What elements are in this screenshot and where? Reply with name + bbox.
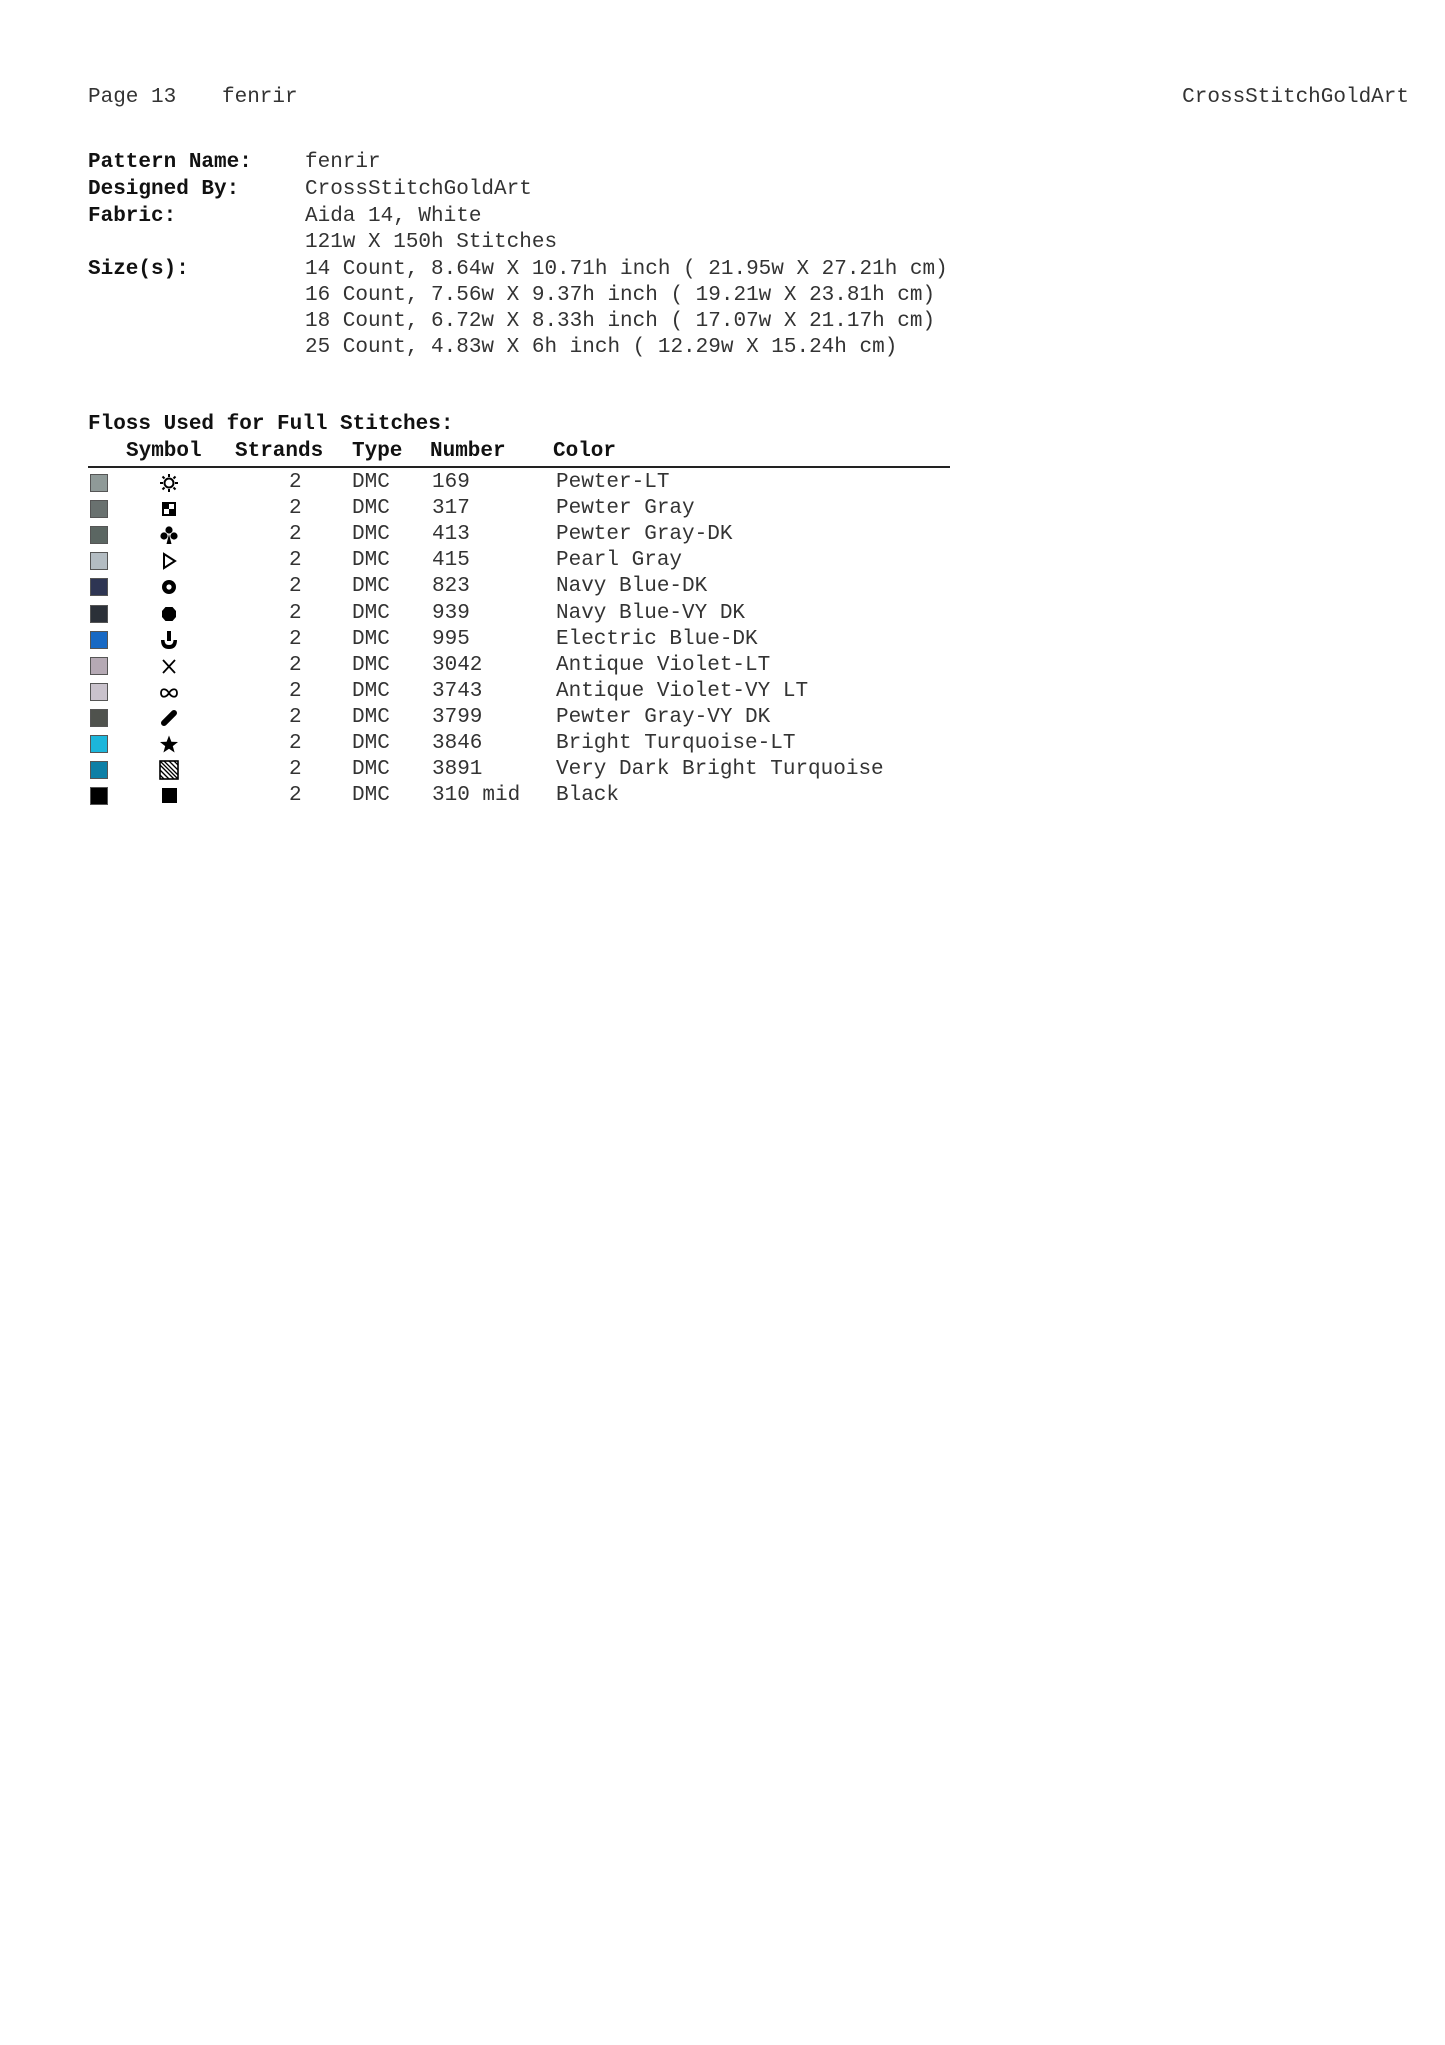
- color-swatch: [90, 761, 108, 779]
- floss-section-title: Floss Used for Full Stitches:: [88, 413, 454, 436]
- color-name-cell: Navy Blue-VY DK: [556, 601, 746, 625]
- floss-row: [0, 705, 1000, 731]
- color-name-cell: Bright Turquoise-LT: [556, 732, 796, 755]
- type-cell: DMC: [352, 601, 390, 625]
- strands-cell: 2: [289, 497, 302, 521]
- triangle-right-outline-icon: [158, 551, 180, 571]
- strands-cell: 2: [289, 523, 302, 547]
- size-line: 18 Count, 6.72w X 8.33h inch ( 17.07w X 21.17h cm): [305, 310, 936, 333]
- size-line: 16 Count, 7.56w X 9.37h inch ( 19.21w X 23.81h cm): [305, 284, 936, 307]
- col-header-number: Number: [430, 440, 506, 463]
- color-swatch: [90, 683, 108, 701]
- floss-row: [0, 548, 1000, 574]
- size-line: 14 Count, 8.64w X 10.71h inch ( 21.95w X 27.21h cm): [305, 258, 948, 281]
- strands-cell: 2: [289, 601, 302, 625]
- color-swatch: [90, 526, 108, 544]
- sizes-label: Size(s):: [88, 258, 189, 281]
- number-cell: 317: [432, 497, 470, 521]
- color-name-cell: Very Dark Bright Turquoise: [556, 758, 884, 782]
- cross-icon: [158, 656, 180, 676]
- sun-outline-icon: [158, 473, 180, 493]
- strands-cell: 2: [289, 575, 302, 599]
- number-cell: 413: [432, 523, 470, 547]
- color-name-cell: Pewter Gray: [556, 497, 695, 521]
- col-header-strands: Strands: [235, 440, 324, 463]
- page-label: Page 13: [88, 86, 177, 109]
- floss-row: [0, 783, 1000, 809]
- floss-row: [0, 679, 1000, 705]
- col-header-color: Color: [553, 440, 617, 463]
- number-cell: 3891: [432, 758, 483, 782]
- floss-row: [0, 496, 1000, 522]
- floss-row: [0, 574, 1000, 600]
- color-name-cell: Antique Violet-VY LT: [556, 679, 809, 703]
- type-cell: DMC: [352, 758, 390, 782]
- type-cell: DMC: [352, 732, 390, 755]
- club-icon: [158, 525, 180, 545]
- color-name-cell: Antique Violet-LT: [556, 653, 771, 677]
- type-cell: DMC: [352, 705, 390, 729]
- pattern-name-label: Pattern Name:: [88, 151, 252, 174]
- color-swatch: [90, 657, 108, 675]
- col-header-symbol: Symbol: [126, 440, 202, 463]
- number-cell: 995: [432, 627, 470, 651]
- star-icon: [158, 734, 180, 754]
- hatched-square-icon: [158, 760, 180, 780]
- floss-row: [0, 757, 1000, 783]
- floss-row: [0, 470, 1000, 496]
- number-cell: 823: [432, 575, 470, 599]
- number-cell: 3846: [432, 732, 483, 755]
- number-cell: 3042: [432, 653, 483, 677]
- color-name-cell: Navy Blue-DK: [556, 575, 708, 599]
- floss-row: [0, 627, 1000, 653]
- type-cell: DMC: [352, 471, 390, 494]
- number-cell: 3743: [432, 679, 483, 703]
- quartered-square-icon: [158, 499, 180, 519]
- color-name-cell: Pewter Gray-VY DK: [556, 705, 771, 729]
- floss-row: [0, 731, 1000, 757]
- color-swatch: [90, 578, 108, 596]
- octagon-icon: [158, 604, 180, 624]
- pattern-name-value: fenrir: [305, 151, 381, 174]
- pattern-short-name: fenrir: [222, 86, 298, 109]
- strands-cell: 2: [289, 627, 302, 651]
- floss-row: [0, 653, 1000, 679]
- type-cell: DMC: [352, 627, 390, 651]
- fabric-value: Aida 14, White: [305, 205, 482, 228]
- number-cell: 310 mid: [432, 784, 521, 808]
- table-header-rule: [88, 466, 950, 468]
- color-swatch: [90, 605, 108, 623]
- strands-cell: 2: [289, 732, 302, 755]
- col-header-type: Type: [352, 440, 403, 463]
- type-cell: DMC: [352, 549, 390, 573]
- strands-cell: 2: [289, 679, 302, 703]
- stitch-count: 121w X 150h Stitches: [305, 231, 558, 254]
- strands-cell: 2: [289, 549, 302, 573]
- color-swatch: [90, 787, 108, 805]
- number-cell: 3799: [432, 705, 483, 729]
- color-name-cell: Pewter Gray-DK: [556, 523, 733, 547]
- strands-cell: 2: [289, 758, 302, 782]
- type-cell: DMC: [352, 497, 390, 521]
- strands-cell: 2: [289, 653, 302, 677]
- strands-cell: 2: [289, 784, 302, 808]
- color-name-cell: Black: [556, 784, 620, 808]
- fabric-label: Fabric:: [88, 205, 177, 228]
- number-cell: 939: [432, 601, 470, 625]
- number-cell: 415: [432, 549, 470, 573]
- anchor-icon: [158, 630, 180, 650]
- strands-cell: 2: [289, 705, 302, 729]
- capsule-icon: [158, 708, 180, 728]
- floss-row: [0, 522, 1000, 548]
- floss-row: [0, 601, 1000, 627]
- color-swatch: [90, 552, 108, 570]
- type-cell: DMC: [352, 523, 390, 547]
- strands-cell: 2: [289, 471, 302, 494]
- designed-by-label: Designed By:: [88, 178, 240, 201]
- brand-name: CrossStitchGoldArt: [1182, 86, 1409, 109]
- color-swatch: [90, 500, 108, 518]
- color-name-cell: Pewter-LT: [556, 471, 670, 494]
- size-line: 25 Count, 4.83w X 6h inch ( 12.29w X 15.24h cm): [305, 336, 898, 359]
- number-cell: 169: [432, 471, 470, 494]
- type-cell: DMC: [352, 784, 390, 808]
- color-swatch: [90, 474, 108, 492]
- type-cell: DMC: [352, 653, 390, 677]
- color-swatch: [90, 709, 108, 727]
- filled-square-icon: [158, 786, 180, 806]
- color-name-cell: Pearl Gray: [556, 549, 683, 573]
- type-cell: DMC: [352, 679, 390, 703]
- type-cell: DMC: [352, 575, 390, 599]
- color-swatch: [90, 631, 108, 649]
- infinity-icon: [158, 682, 180, 702]
- color-swatch: [90, 735, 108, 753]
- designed-by-value: CrossStitchGoldArt: [305, 178, 532, 201]
- color-name-cell: Electric Blue-DK: [556, 627, 758, 651]
- ring-dot-icon: [158, 577, 180, 597]
